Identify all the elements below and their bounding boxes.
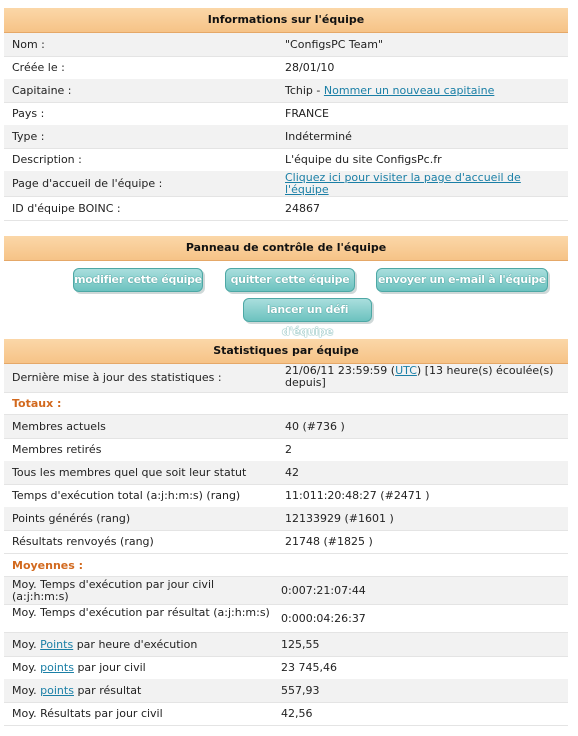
challenge-button[interactable]: lancer un défi d'équipe xyxy=(243,298,372,322)
stat-value: 42 xyxy=(285,466,299,479)
quit-team-button[interactable]: quitter cette équipe xyxy=(225,268,355,292)
points-link[interactable]: points xyxy=(40,661,74,674)
label-suffix: par jour civil xyxy=(73,661,146,674)
field-label: Type : xyxy=(12,130,45,143)
type-value: Indéterminé xyxy=(285,130,352,143)
table-row xyxy=(4,679,568,703)
stat-label: Moy. Temps d'exécution par résultat (a:j:h:m:s) xyxy=(12,606,270,619)
totals-title: Totaux : xyxy=(12,397,62,410)
points-link[interactable]: points xyxy=(40,684,74,697)
table-row xyxy=(4,197,568,221)
stat-value: 11:011:20:48:27 (#2471 ) xyxy=(285,489,430,502)
table-row xyxy=(4,171,568,197)
captain-name: Tchip xyxy=(285,84,313,97)
stat-value: 12133929 (#1601 ) xyxy=(285,512,394,525)
stat-label: Moy. Temps d'exécution par jour civil (a:j:h:m:s) xyxy=(12,578,215,603)
table-row xyxy=(4,438,568,462)
stat-label: Temps d'exécution total (a:j:h:m:s) (rang) xyxy=(12,489,241,502)
table-row xyxy=(4,656,568,680)
separator: - xyxy=(312,84,324,97)
label-prefix: Moy. xyxy=(12,661,41,674)
stat-label xyxy=(12,656,146,679)
field-label: Description : xyxy=(12,153,82,166)
table-row xyxy=(4,461,568,485)
team-name-value: "ConfigsPC Team" xyxy=(285,38,384,51)
table-row xyxy=(4,577,568,605)
created-date-value: 28/01/10 xyxy=(285,61,335,74)
table-row xyxy=(4,33,568,57)
description-value: L'équipe du site ConfigsPc.fr xyxy=(285,153,442,166)
homepage-link[interactable]: Cliquez ici pour visiter la page d'accueil de l'équipe xyxy=(285,171,521,196)
stat-value: 0:007:21:07:44 xyxy=(281,584,366,597)
stat-label: Tous les membres quel que soit leur statut xyxy=(12,466,247,479)
totals-section xyxy=(4,393,568,415)
stat-label: Membres actuels xyxy=(12,420,106,433)
stat-label: Membres retirés xyxy=(12,443,102,456)
stat-label: Moy. Résultats par jour civil xyxy=(12,707,163,720)
field-label: ID d'équipe BOINC : xyxy=(12,202,121,215)
stat-label: Points générés (rang) xyxy=(12,512,131,525)
last-update-date: 21/06/11 23:59:59 ( xyxy=(285,364,396,377)
table-row xyxy=(4,605,568,633)
label-prefix: Moy. xyxy=(12,684,41,697)
field-label: Pays : xyxy=(12,107,45,120)
table-row xyxy=(4,702,568,726)
table-row xyxy=(4,364,568,393)
stat-value: 40 (#736 ) xyxy=(285,420,345,433)
field-label: Créée le : xyxy=(12,61,65,74)
label-suffix: par heure d'exécution xyxy=(73,638,198,651)
stat-value: 2 xyxy=(285,443,292,456)
elapsed-text: ) [13 heure(s) écoulée(s) depuis] xyxy=(285,364,554,389)
last-update-label: Dernière mise à jour des statistiques : xyxy=(12,371,222,384)
table-row xyxy=(4,633,568,657)
table-row xyxy=(4,125,568,149)
stat-value: 42,56 xyxy=(281,707,313,720)
table-row xyxy=(4,530,568,554)
utc-link[interactable]: UTC xyxy=(395,364,417,377)
label-suffix: par résultat xyxy=(73,684,142,697)
edit-team-button[interactable]: modifier cette équipe xyxy=(73,268,203,292)
label-prefix: Moy. xyxy=(12,638,41,651)
team-info-header: Informations sur l'équipe xyxy=(4,8,568,33)
email-team-button[interactable]: envoyer un e-mail à l'équipe xyxy=(376,268,548,292)
stat-label: Résultats renvoyés (rang) xyxy=(12,535,154,548)
averages-section xyxy=(4,555,568,577)
new-captain-link[interactable]: Nommer un nouveau capitaine xyxy=(323,84,495,97)
field-label: Page d'accueil de l'équipe : xyxy=(12,177,163,190)
points-link[interactable]: Points xyxy=(40,638,74,651)
averages-title: Moyennes : xyxy=(12,559,84,572)
table-row xyxy=(4,507,568,531)
control-panel-header: Panneau de contrôle de l'équipe xyxy=(4,236,568,261)
captain-value xyxy=(285,79,494,102)
field-label: Capitaine : xyxy=(12,84,72,97)
stat-value: 21748 (#1825 ) xyxy=(285,535,373,548)
stat-label xyxy=(12,679,141,702)
country-value: FRANCE xyxy=(285,107,329,120)
table-row xyxy=(4,415,568,439)
stat-value: 0:000:04:26:37 xyxy=(281,612,366,625)
stat-value: 557,93 xyxy=(281,684,320,697)
table-row xyxy=(4,79,568,103)
table-row xyxy=(4,102,568,126)
table-row xyxy=(4,148,568,172)
table-row xyxy=(4,484,568,508)
last-update-value xyxy=(285,365,575,389)
stat-label xyxy=(12,633,197,656)
stats-header: Statistiques par équipe xyxy=(4,339,568,364)
stat-value: 125,55 xyxy=(281,638,320,651)
table-row xyxy=(4,56,568,80)
boinc-id-value: 24867 xyxy=(285,202,320,215)
stat-value: 23 745,46 xyxy=(281,661,337,674)
field-label: Nom : xyxy=(12,38,45,51)
